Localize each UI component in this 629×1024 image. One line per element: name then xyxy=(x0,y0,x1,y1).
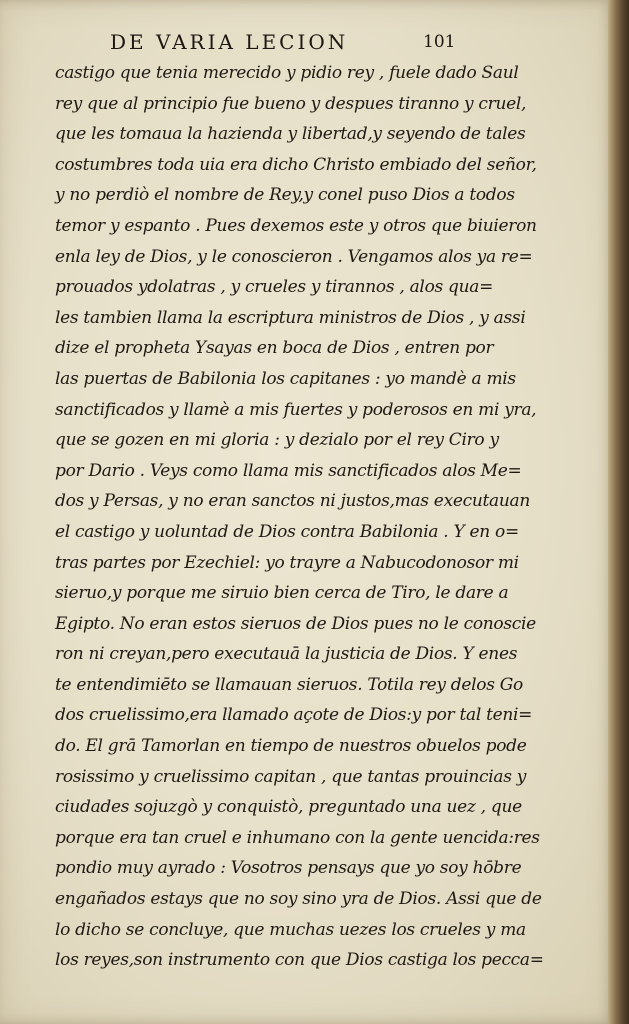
text-line: do. El grā Tamorlan en tiempo de nuestros obuelos pode xyxy=(55,736,527,757)
body-text xyxy=(55,58,544,976)
text-line: sieruo,y porque me siruio bien cerca de Tiro, le dare a xyxy=(55,583,509,604)
text-line: porque era tan cruel e inhumano con la gente uencida:res xyxy=(55,827,540,848)
text-line: costumbres toda uia era dicho Christo embiado del señor, xyxy=(55,154,537,175)
text-line: dos cruelissimo,era llamado açote de Dios:y por tal teni= xyxy=(55,705,533,726)
text-line: las puertas de Babilonia los capitanes : yo mandè a mis xyxy=(55,368,516,389)
text-line: Egipto. No eran estos sieruos de Dios pues no le conoscie xyxy=(55,613,536,634)
book-page-edge xyxy=(608,0,629,1024)
text-line: que se gozen en mi gloria : y dezialo por el rey Ciro y xyxy=(55,430,499,451)
text-line: enla ley de Dios, y le conoscieron . Vengamos alos ya re= xyxy=(55,246,533,267)
text-line: que les tomaua la hazienda y libertad,y seyendo de tales xyxy=(55,124,526,145)
text-line: por Dario . Veys como llama mis sanctificados alos Me= xyxy=(55,460,522,481)
text-line: pondio muy ayrado : Vosotros pensays que yo soy hōbre xyxy=(55,858,522,879)
text-line: sanctificados y llamè a mis fuertes y poderosos en mi yra, xyxy=(55,399,537,420)
text-line: rey que al principio fue bueno y despues tiranno y cruel, xyxy=(55,93,527,114)
text-line: ciudades sojuzgò y conquistò, preguntado una uez , que xyxy=(55,797,522,818)
text-line: temor y espanto . Pues dexemos este y otros que biuieron xyxy=(55,215,537,236)
page-header xyxy=(0,30,614,60)
text-line: te entendimiēto se llamauan sieruos. Totila rey delos Go xyxy=(55,674,523,695)
text-line: tras partes por Ezechiel: yo trayre a Nabucodonosor mi xyxy=(55,552,519,573)
page-number: 101 xyxy=(423,32,456,52)
running-title: DE VARIA LECION xyxy=(110,30,349,54)
text-line: dize el propheta Ysayas en boca de Dios , entren por xyxy=(55,338,494,359)
text-line: los reyes,son instrumento con que Dios castiga los pecca= xyxy=(55,950,544,971)
text-line: rosissimo y cruelissimo capitan , que tantas prouincias y xyxy=(55,766,527,787)
text-line: el castigo y uoluntad de Dios contra Babilonia . Y en o= xyxy=(55,521,519,542)
text-line: ron ni creyan,pero executauā la justicia de Dios. Y enes xyxy=(55,644,518,665)
text-line: castigo que tenia merecido y pidio rey , fuele dado Saul xyxy=(55,63,519,83)
text-line: les tambien llama la escriptura ministros de Dios , y assi xyxy=(55,307,526,328)
text-line: y no perdiò el nombre de Rey,y conel puso Dios a todos xyxy=(55,185,515,206)
text-line: prouados ydolatras , y crueles y tirannos , alos qua= xyxy=(55,277,494,298)
text-line: engañados estays que no soy sino yra de Dios. Assi que de xyxy=(55,889,542,910)
text-line: lo dicho se concluye, que muchas uezes los crueles y ma xyxy=(55,919,526,940)
text-line: dos y Persas, y no eran sanctos ni justos,mas executauan xyxy=(55,491,530,512)
